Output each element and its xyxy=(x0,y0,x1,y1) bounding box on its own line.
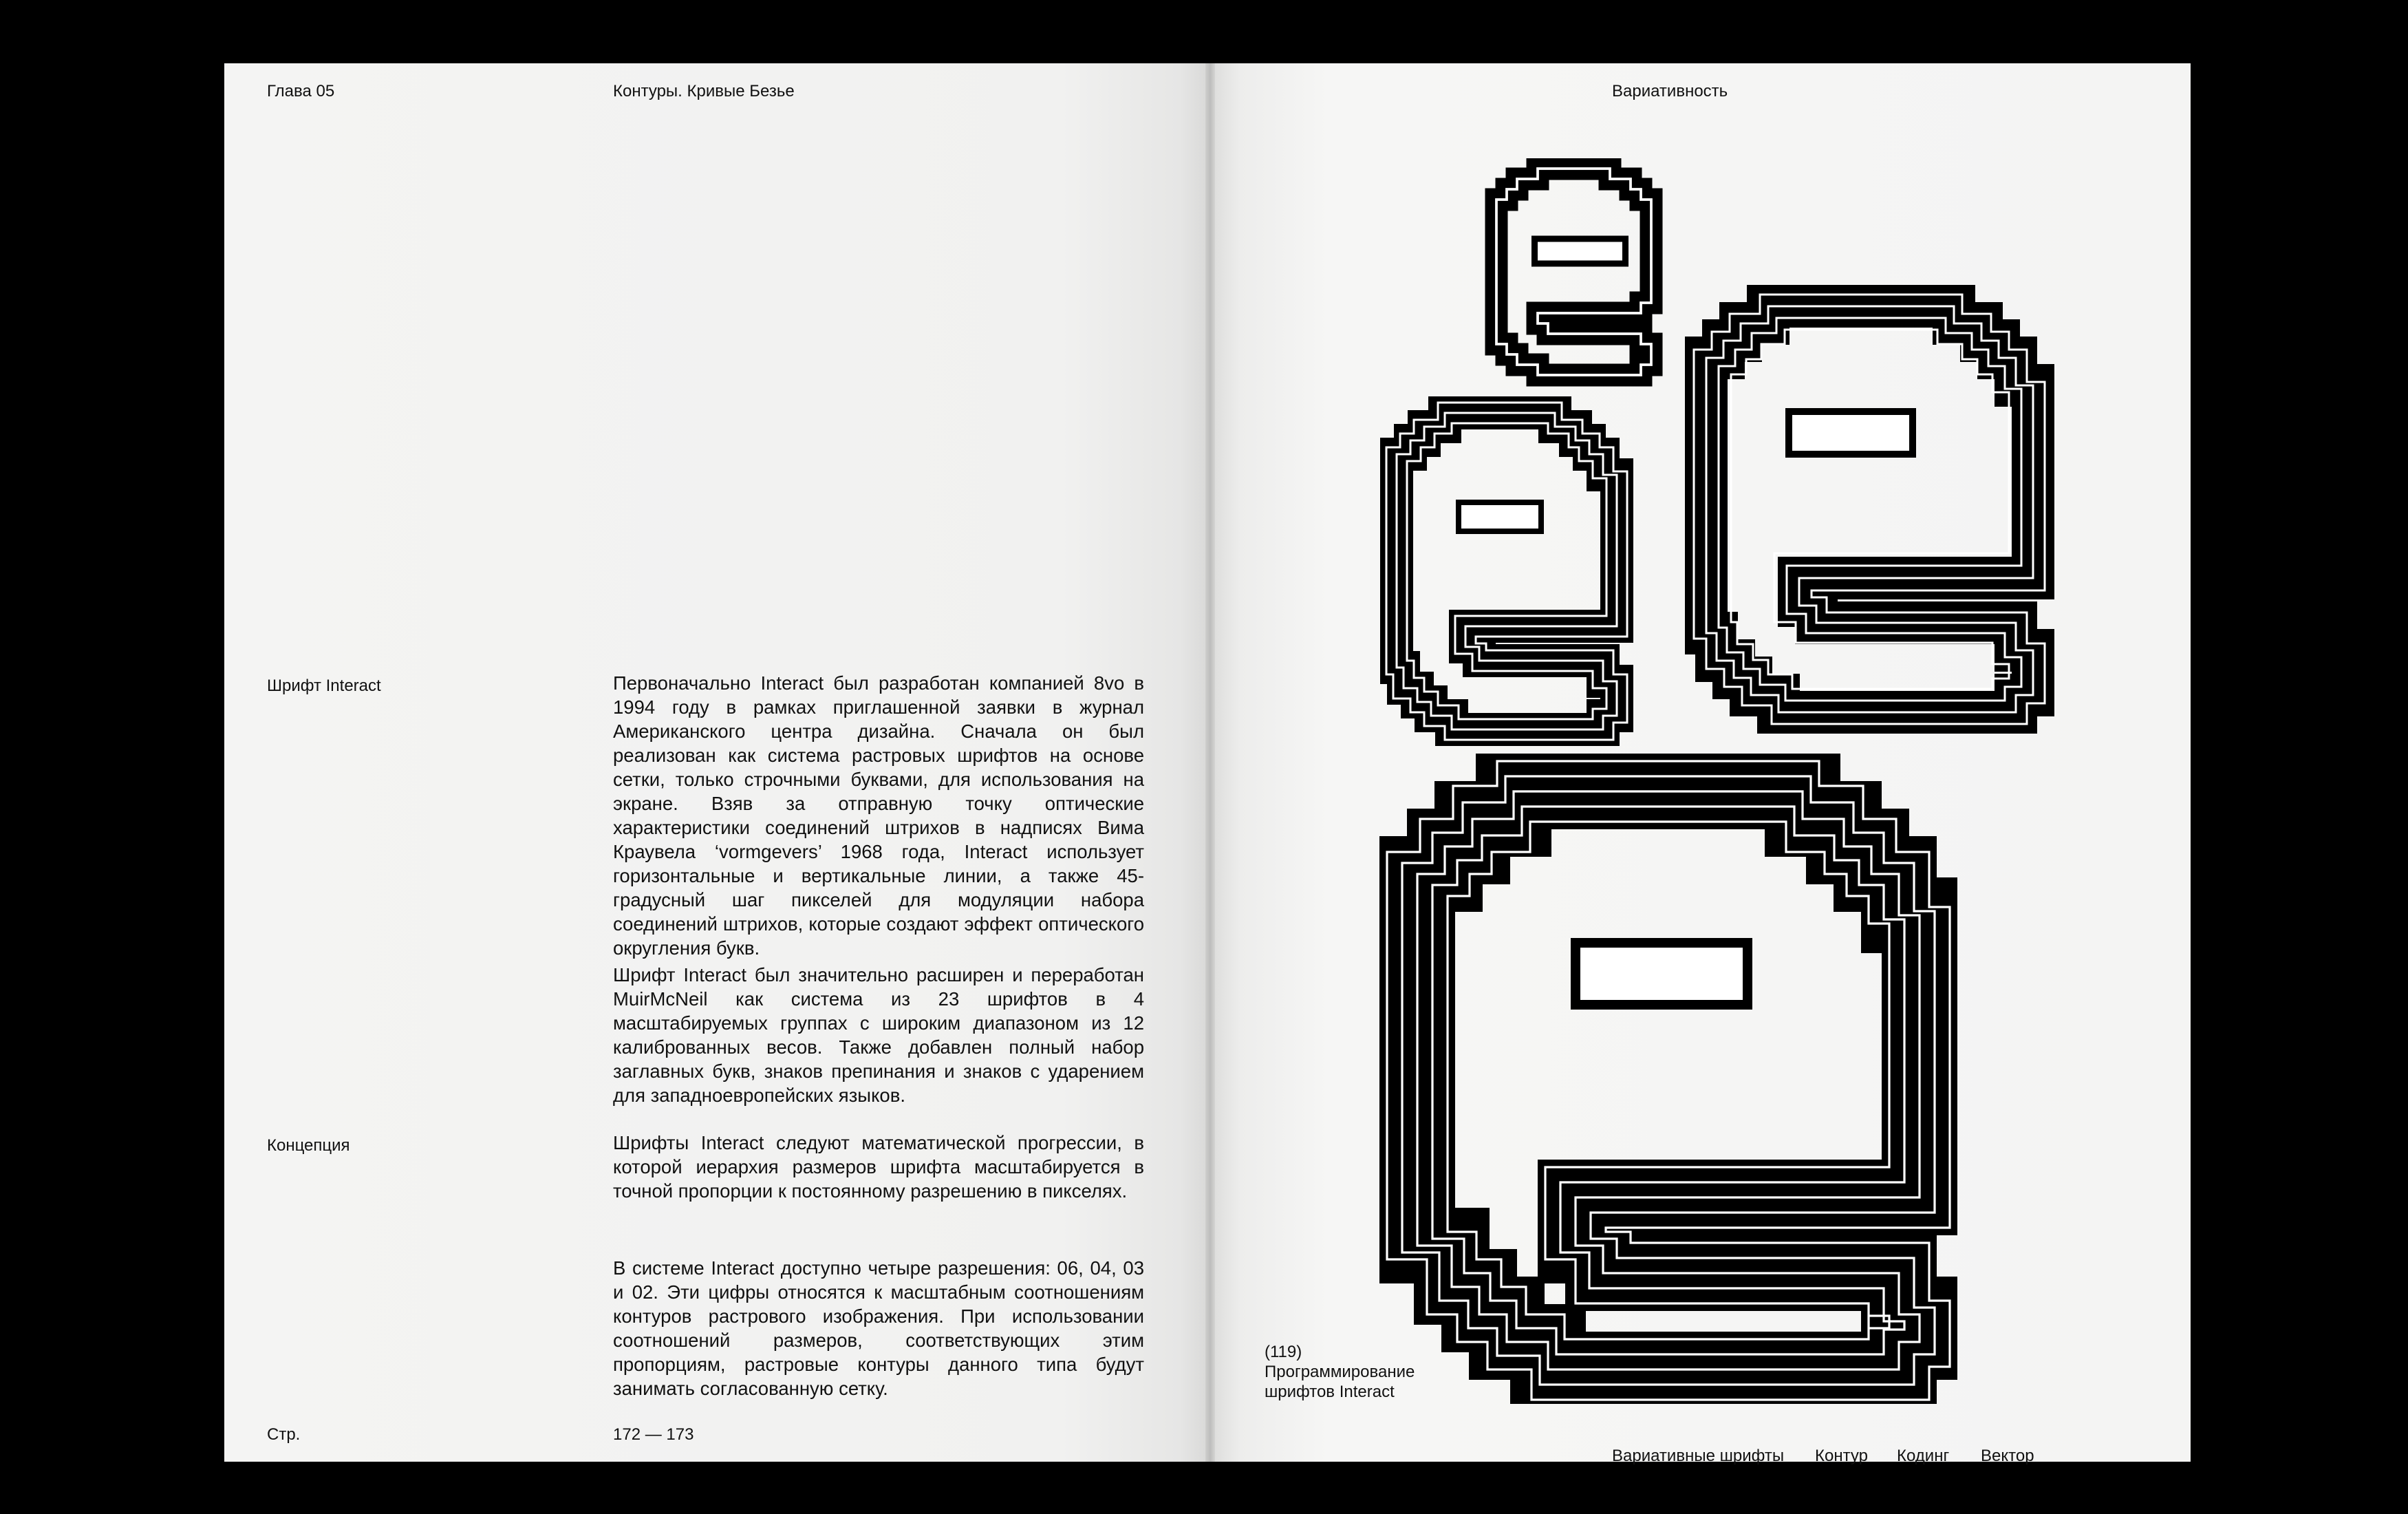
letter-e-small xyxy=(1496,169,1651,375)
body-paragraph-2: Шрифт Interact был значительно расширен и переработан MuirMcNeil как система из 23 шрифтов в 4 масштабируемых группах с широким диапазоном из 12 калиброванных весов. Также добавлен полный набор заглавных букв, знаков препинания и знаков с ударением для западноевропейских языков. xyxy=(613,964,1144,1106)
figure-caption-line2: шрифтов Interact xyxy=(1265,1383,1395,1401)
right-page-title: Вариативность xyxy=(1612,82,1728,100)
pixel-contour-artwork xyxy=(1369,158,2098,1404)
letter-e-medium-left xyxy=(1386,403,1627,740)
page-numbers: 172 — 173 xyxy=(613,1425,694,1444)
chapter-label: Глава 05 xyxy=(267,82,335,100)
body-paragraph-1: Первоначально Interact был разработан компанией 8vo в 1994 году в рамках приглашенной заявки в журнал Американского центра дизайна. Сначала он был реализован как система растровых шрифтов на основе сетки, только строчными буквами, для использования на экране. Взяв за отправную точку оптические характеристики соединений штрихов в надписях Вима Краувела ‘vormgevers’ 1968 года, Interact использует горизонтальные и вертикальные линии, а также 45-градусный шаг пикселей для модуляции набора соединений штрихов, которые создают эффект оптического округления букв. xyxy=(613,672,1144,959)
section-label-interact: Шрифт Interact xyxy=(267,676,381,695)
letter-e-medium-right xyxy=(1694,295,2045,724)
chapter-title: Контуры. Кривые Безье xyxy=(613,82,795,100)
page-label: Стр. xyxy=(267,1425,301,1444)
nav-contour: Контур xyxy=(1815,1447,1868,1465)
section-label-concept: Концепция xyxy=(267,1136,350,1155)
nav-coding: Кодинг xyxy=(1897,1447,1950,1465)
book-spine xyxy=(1205,63,1215,1462)
figure-caption-line1: Программирование xyxy=(1265,1363,1415,1381)
body-paragraph-4: В системе Interact доступно четыре разрешения: 06, 04, 03 и 02. Эти цифры относятся к масштабным соотношениям контуров растрового изображения. При использовании соотношений размеров, соответствующих этим пропорциям, растровые контуры данного типа будут занимать согласованную сетку. xyxy=(613,1257,1144,1399)
body-paragraph-3: Шрифты Interact следуют математической прогрессии, в которой иерархия размеров шрифта масштабируется в точной пропорции к постоянному разрешению в пикселях. xyxy=(613,1132,1144,1202)
nav-variable-fonts: Вариативные шрифты xyxy=(1612,1447,1785,1465)
figure-number: (119) xyxy=(1265,1343,1302,1361)
nav-vector: Вектор xyxy=(1981,1447,2034,1465)
letter-e-large xyxy=(1387,761,1950,1400)
